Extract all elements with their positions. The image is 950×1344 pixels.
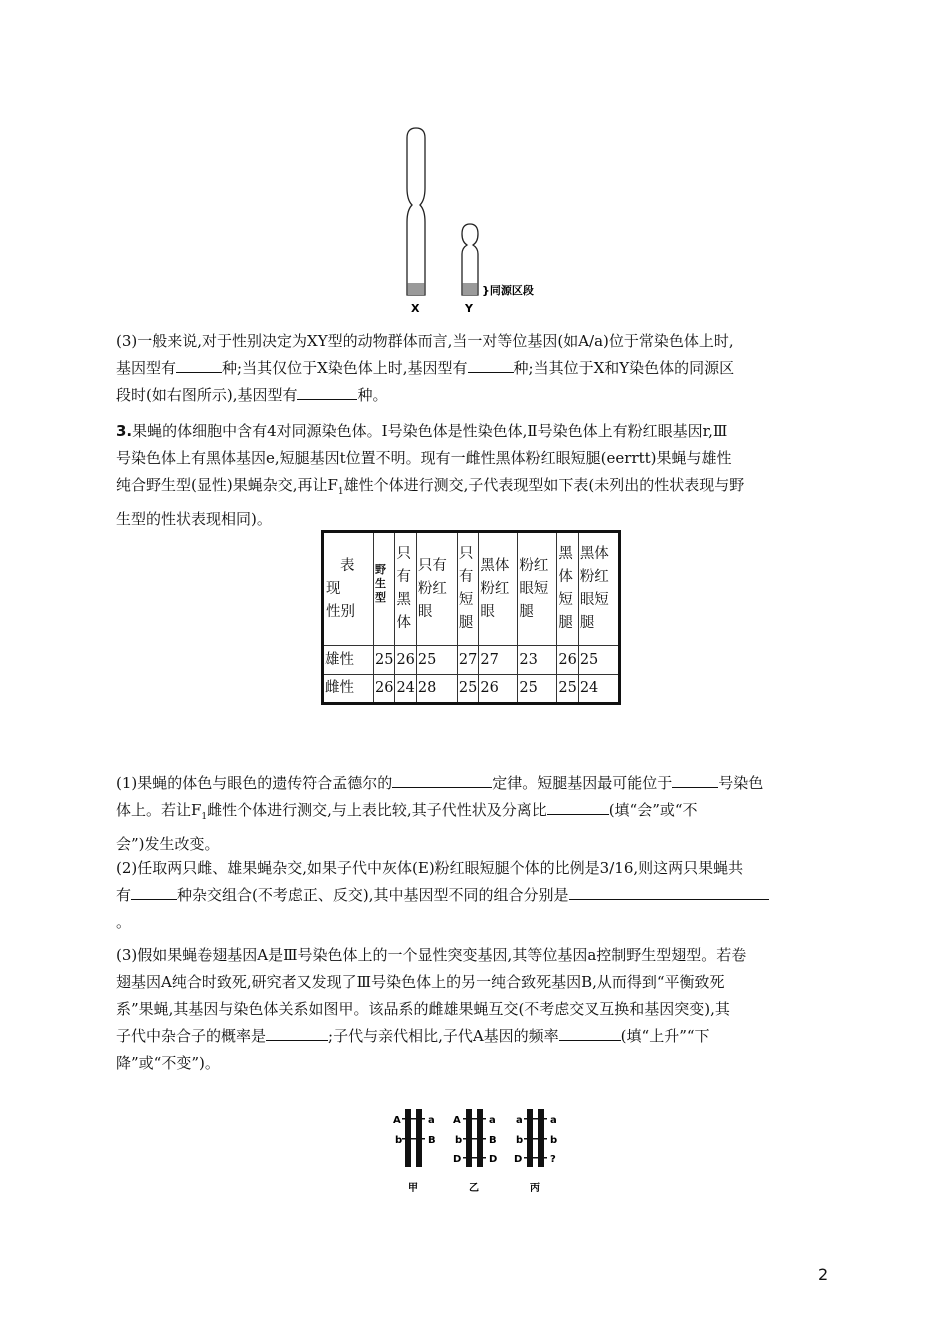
table-cell: 25 — [578, 646, 619, 675]
q3-sub1-text: (填“会”或“不 — [608, 801, 698, 819]
q3-sub3-text: (填“上升”“下 — [620, 1027, 710, 1045]
table-cell: 24 — [578, 675, 619, 704]
corner-text: 现 — [326, 580, 341, 597]
row-label: 雄性 — [323, 646, 374, 675]
gene-label: B — [489, 1135, 497, 1146]
gene-chromosome-figure — [385, 1105, 575, 1200]
answer-blank[interactable] — [672, 771, 718, 788]
corner-text: 表 — [340, 557, 355, 574]
q3-text: 雄性个体进行测交,子代表现型如下表(未列出的性状表现与野 — [343, 476, 745, 494]
gene-label: B — [428, 1135, 436, 1146]
table-cell: 26 — [374, 675, 395, 704]
table-cell: 27 — [479, 646, 518, 675]
figure-label-yi: 乙 — [469, 1183, 479, 1194]
figure-label-bing: 丙 — [530, 1183, 540, 1194]
table-cell: 28 — [416, 675, 457, 704]
y-chromosome — [462, 224, 478, 295]
answer-blank[interactable] — [176, 356, 222, 373]
table-corner-cell — [323, 532, 374, 646]
q3-part3-text: 种;当其仅位于X染色体上时,基因型有 — [222, 359, 468, 377]
q3-sub3-text: 系”果蝇,其基因与染色体关系如图甲。该品系的雌雄果蝇互交(不考虑交叉互换和基因突变),其 — [116, 1000, 730, 1018]
gene-label: D — [514, 1154, 523, 1165]
y-label: Y — [465, 302, 473, 315]
table-cell: 26 — [479, 675, 518, 704]
q3-sub2-text: 种杂交组合(不考虑正、反交),其中基因型不同的组合分别是 — [177, 886, 569, 904]
q3-part3-line1: (3)一般来说,对于性别决定为XY型的动物群体而言,当一对等位基因(如A/a)位于常染色体上时, — [116, 332, 734, 350]
gene-label: a — [516, 1115, 523, 1126]
q3-sub1-text: 会”)发生改变。 — [116, 835, 220, 853]
q3-sub2-text: 有 — [116, 886, 132, 904]
subscript: 1 — [201, 812, 208, 822]
page-number: 2 — [818, 1265, 829, 1284]
gene-label: ? — [550, 1154, 556, 1165]
gene-label: a — [428, 1115, 435, 1126]
answer-blank[interactable] — [392, 771, 492, 788]
table-header-row — [323, 532, 620, 646]
table-header: 只有黑体 — [395, 532, 416, 646]
q3-part3-text: 段时(如右图所示),基因型有 — [116, 386, 298, 404]
q3-part3-text: 基因型有 — [116, 359, 177, 377]
gene-label: A — [453, 1115, 461, 1126]
gene-label: b — [455, 1135, 463, 1146]
gene-label: b — [550, 1135, 558, 1146]
corner-text: 性别 — [326, 603, 355, 620]
x-chromosome — [407, 128, 425, 295]
question-number: 3. — [116, 422, 133, 440]
subscript: 1 — [337, 487, 344, 497]
q3-text: 号染色体上有黑体基因e,短腿基因t位置不明。现有一雌性黑体粉红眼短腿(eerrtt)果蝇与雄性 — [116, 449, 732, 467]
figure-bing — [514, 1109, 557, 1194]
q3-sub1-text: 号染色 — [718, 774, 764, 792]
q3-sub1-text: (1)果蝇的体色与眼色的遗传符合孟德尔的 — [116, 774, 393, 792]
q3-sub3-text: 翅基因A纯合时致死,研究者又发现了Ⅲ号染色体上的另一纯合致死基因B,从而得到“平衡致死 — [116, 973, 725, 991]
q3-part3-paragraph — [116, 328, 836, 409]
table-row — [323, 646, 620, 675]
row-label: 雌性 — [323, 675, 374, 704]
answer-blank[interactable] — [559, 1024, 621, 1041]
q3-part3-text: 种;当其位于X和Y染色体的同源区 — [513, 359, 735, 377]
q3-text: 果蝇的体细胞中含有4对同源染色体。Ⅰ号染色体是性染色体,Ⅱ号染色体上有粉红眼基因r,Ⅲ — [132, 422, 728, 440]
gene-label: a — [489, 1115, 496, 1126]
table-cell: 24 — [395, 675, 416, 704]
figure-jia — [393, 1109, 436, 1194]
q3-sub1-text: 体上。若让F — [116, 801, 202, 819]
table-header: 黑体粉红眼 — [479, 532, 518, 646]
q3-sub1-paragraph — [116, 770, 836, 858]
table-cell: 25 — [416, 646, 457, 675]
answer-blank[interactable] — [266, 1024, 328, 1041]
gene-label: b — [395, 1135, 403, 1146]
q3-sub1-text: 定律。短腿基因最可能位于 — [492, 774, 673, 792]
q3-text: 生型的性状表现相同)。 — [116, 510, 272, 528]
gene-label: A — [393, 1115, 401, 1126]
q3-sub3-text: 子代中杂合子的概率是 — [116, 1027, 267, 1045]
answer-blank[interactable] — [569, 883, 769, 900]
answer-blank[interactable] — [468, 356, 514, 373]
q3-sub2-text: (2)任取两只雌、雄果蝇杂交,如果子代中灰体(E)粉红眼短腿个体的比例是3/16,则这两只果蝇共 — [116, 859, 744, 877]
homologous-region-label: }同源区段 — [482, 284, 534, 297]
answer-blank[interactable] — [547, 798, 609, 815]
table-cell: 25 — [374, 646, 395, 675]
table-cell: 26 — [395, 646, 416, 675]
phenotype-table — [321, 530, 621, 705]
answer-blank[interactable] — [131, 883, 177, 900]
gene-label: D — [453, 1154, 462, 1165]
table-cell: 23 — [518, 646, 557, 675]
question-3-stem — [116, 418, 836, 533]
xy-chromosome-figure — [390, 120, 560, 320]
q3-sub3-text: ;子代与亲代相比,子代A基因的频率 — [328, 1027, 559, 1045]
figure-yi — [453, 1109, 497, 1194]
q3-sub1-text: 雌性个体进行测交,与上表比较,其子代性状及分离比 — [207, 801, 547, 819]
gene-label: a — [550, 1115, 557, 1126]
table-cell: 25 — [518, 675, 557, 704]
q3-part3-text: 种。 — [357, 386, 388, 404]
gene-label: D — [489, 1154, 498, 1165]
table-header: 黑体粉红眼短腿 — [578, 532, 619, 646]
q3-text: 纯合野生型(显性)果蝇杂交,再让F — [116, 476, 338, 494]
table-header: 黑体短腿 — [557, 532, 578, 646]
gene-label: b — [516, 1135, 524, 1146]
q3-sub2-paragraph — [116, 855, 836, 936]
q3-sub3-text: 降”或“不变”)。 — [116, 1054, 220, 1072]
figure-label-jia: 甲 — [408, 1183, 418, 1194]
table-cell: 26 — [557, 646, 578, 675]
table-header: 只有短腿 — [457, 532, 478, 646]
answer-blank[interactable] — [297, 383, 357, 400]
table-cell: 25 — [457, 675, 478, 704]
x-label: X — [411, 302, 420, 315]
q3-sub3-paragraph — [116, 942, 836, 1077]
table-header: 粉红眼短腿 — [518, 532, 557, 646]
q3-sub2-text: 。 — [116, 913, 132, 931]
table-cell: 27 — [457, 646, 478, 675]
table-header: 野生型 — [374, 532, 395, 646]
table-cell: 25 — [557, 675, 578, 704]
q3-sub3-text: (3)假如果蝇卷翅基因A是Ⅲ号染色体上的一个显性突变基因,其等位基因a控制野生型翅型。若卷 — [116, 946, 747, 964]
table-row — [323, 675, 620, 704]
table-header: 只有粉红眼 — [416, 532, 457, 646]
